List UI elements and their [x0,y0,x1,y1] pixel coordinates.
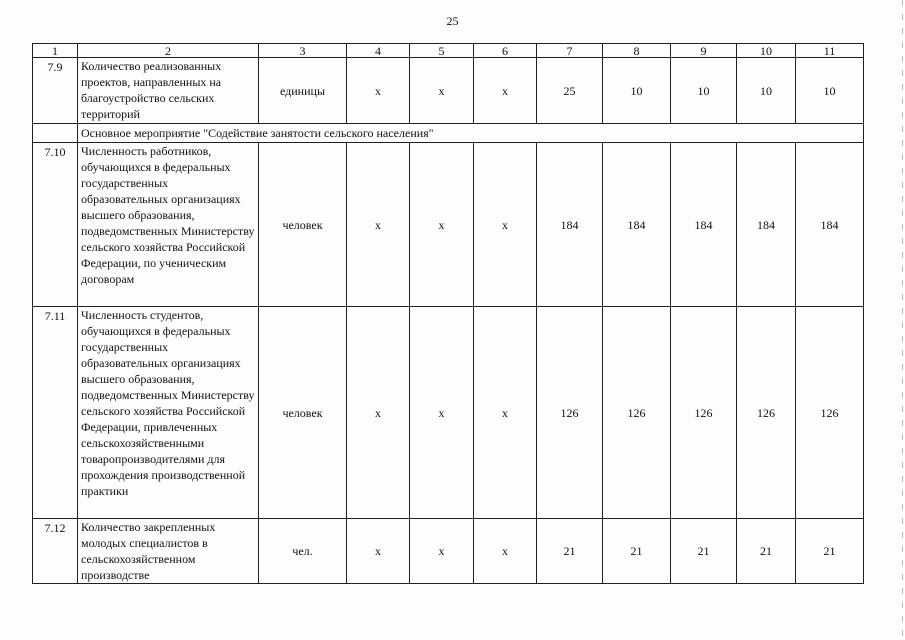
section-title: Основное мероприятие "Содействие занятости сельского населения" [78,124,864,143]
table-row [33,307,864,519]
indicator-name: Численность студентов, обучающихся в федеральных государственных образовательных организациях высшего образования, подведомственных Министерству сельского хозяйства Российской Федерации, привлеченных сельскохозяйственными товаропроизводителями для прохождения производственной практики [78,307,259,519]
table-row [33,58,864,124]
value-cell: x [474,58,537,124]
table-row [33,143,864,307]
value-cell: 184 [603,143,671,307]
value-cell: 10 [671,58,737,124]
value-cell: 21 [796,519,864,584]
row-number: 7.10 [33,143,78,307]
value-cell: 126 [603,307,671,519]
value-cell: 21 [603,519,671,584]
value-cell: x [410,519,474,584]
table-header-row [33,44,864,58]
value-cell: x [347,58,410,124]
header-cell: 7 [537,44,603,58]
row-number: 7.11 [33,307,78,519]
header-cell: 6 [474,44,537,58]
value-cell: 21 [537,519,603,584]
unit-cell: чел. [259,519,347,584]
value-cell: 184 [737,143,796,307]
header-cell: 4 [347,44,410,58]
value-cell: 25 [537,58,603,124]
value-cell: x [474,143,537,307]
row-number: 7.12 [33,519,78,584]
value-cell: 126 [537,307,603,519]
value-cell: 184 [796,143,864,307]
row-number: 7.9 [33,58,78,124]
value-cell: 126 [737,307,796,519]
value-cell: x [410,307,474,519]
value-cell: 184 [537,143,603,307]
section-number-cell [33,124,78,143]
unit-cell: человек [259,143,347,307]
value-cell: x [410,143,474,307]
value-cell: 21 [671,519,737,584]
value-cell: x [410,58,474,124]
value-cell: 126 [796,307,864,519]
value-cell: 126 [671,307,737,519]
page-edge-mark [902,0,903,640]
value-cell: 10 [737,58,796,124]
header-cell: 1 [33,44,78,58]
unit-cell: человек [259,307,347,519]
value-cell: 10 [603,58,671,124]
table-row [33,519,864,584]
value-cell: 21 [737,519,796,584]
value-cell: x [347,519,410,584]
header-cell: 9 [671,44,737,58]
value-cell: x [347,143,410,307]
indicator-name: Количество реализованных проектов, направленных на благоустройство сельских территорий [78,58,259,124]
value-cell: 10 [796,58,864,124]
value-cell: x [474,519,537,584]
unit-cell: единицы [259,58,347,124]
header-cell: 10 [737,44,796,58]
indicator-name: Количество закрепленных молодых специалистов в сельскохозяйственном производстве [78,519,259,584]
page-number: 25 [446,14,459,28]
header-cell: 8 [603,44,671,58]
header-cell: 5 [410,44,474,58]
header-cell: 2 [78,44,259,58]
indicator-name: Численность работников, обучающихся в федеральных государственных образовательных организациях высшего образования, подведомственных Министерству сельского хозяйства Российской Федерации, по ученическим договорам [78,143,259,307]
indicators-table [32,43,864,584]
value-cell: x [347,307,410,519]
header-cell: 11 [796,44,864,58]
header-cell: 3 [259,44,347,58]
section-row [33,124,864,143]
value-cell: x [474,307,537,519]
value-cell: 184 [671,143,737,307]
